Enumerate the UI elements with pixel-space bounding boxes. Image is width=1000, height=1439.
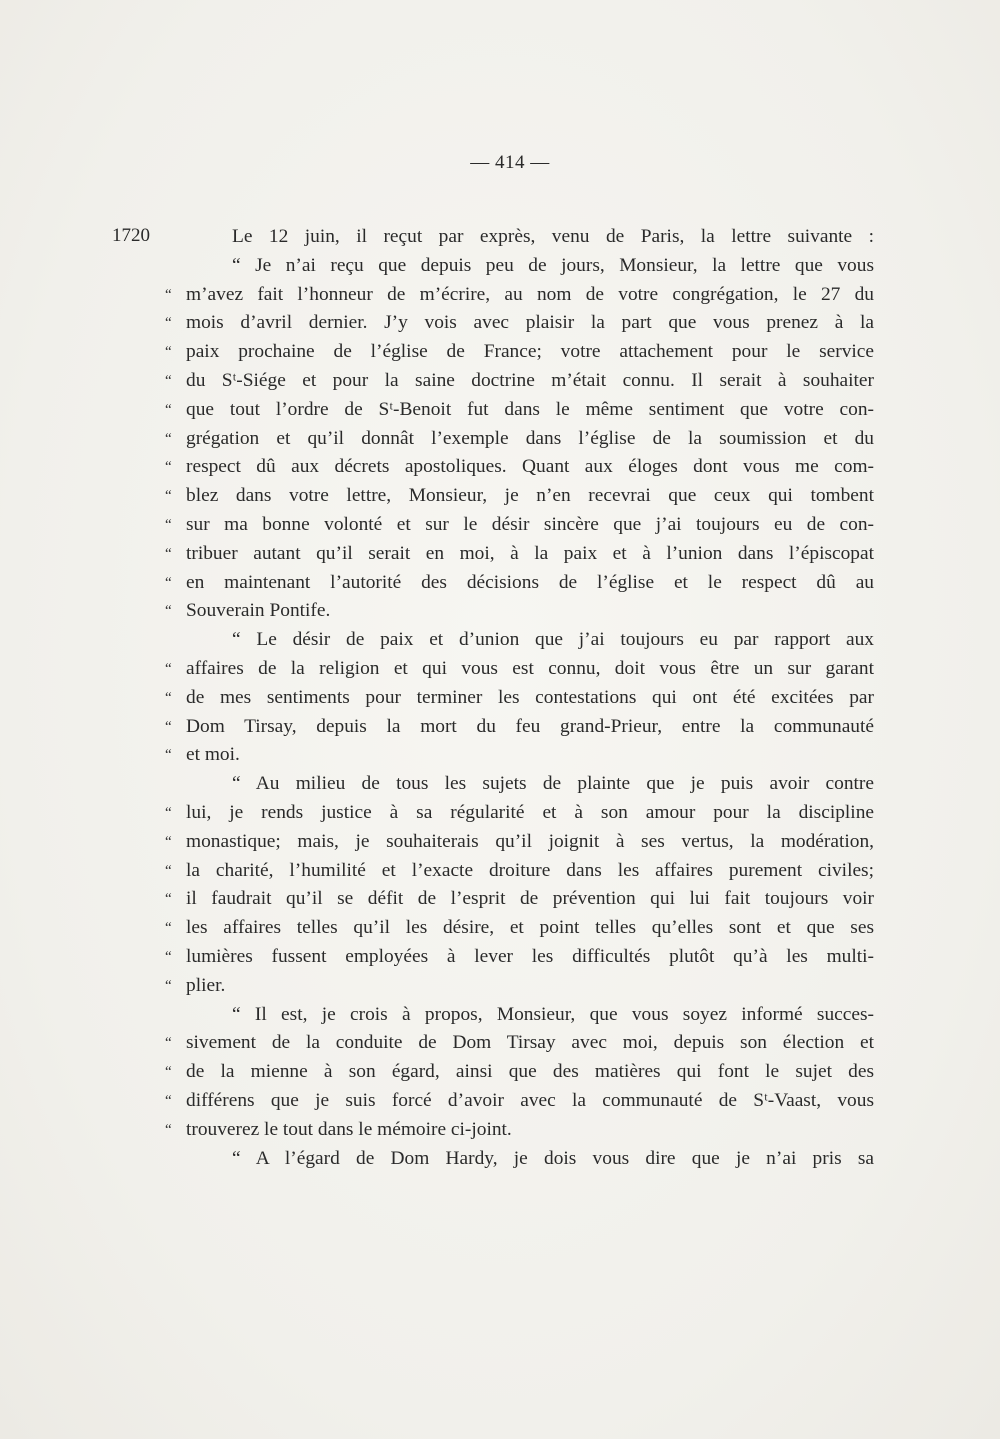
line-text: de la mienne à son égard, ainsi que des matières qui font le sujet des (186, 1061, 874, 1083)
text-line (165, 309, 874, 338)
line-text: “ A l’égard de Dom Hardy, je dois vous dire que je n’ai pris sa (232, 1147, 874, 1169)
continuation-quote-mark: “ (165, 1121, 172, 1138)
line-text: respect dû aux décrets apostoliques. Quant aux éloges dont vous me com- (186, 456, 874, 478)
line-text: blez dans votre lettre, Monsieur, je n’en recevrai que ceux qui tombent (186, 485, 874, 507)
text-line (165, 367, 874, 396)
text-line (165, 338, 874, 367)
continuation-quote-mark: “ (165, 344, 172, 361)
text-line (165, 770, 874, 799)
line-text: “ Il est, je crois à propos, Monsieur, que vous soyez informé succes- (232, 1003, 874, 1025)
text-line (165, 396, 874, 425)
line-text: sivement de la conduite de Dom Tirsay avec moi, depuis son élection et (186, 1032, 874, 1054)
line-text: Souverain Pontife. (186, 600, 331, 622)
continuation-quote-mark: “ (165, 718, 172, 735)
text-line (165, 713, 874, 742)
line-text: plier. (186, 974, 226, 996)
continuation-quote-mark: “ (165, 545, 172, 562)
continuation-quote-mark: “ (165, 372, 172, 389)
line-text: tribuer autant qu’il serait en moi, à la paix et à l’union dans l’épiscopat (186, 542, 874, 564)
text-line (165, 511, 874, 540)
continuation-quote-mark: “ (165, 516, 172, 533)
text-line (165, 655, 874, 684)
line-text: monastique; mais, je souhaiterais qu’il joignit à ses vertus, la modération, (186, 830, 874, 852)
text-line (165, 252, 874, 281)
continuation-quote-mark: “ (165, 948, 172, 965)
line-text: lumières fussent employées à lever les difficultés plutôt qu’à les multi- (186, 945, 874, 967)
continuation-quote-mark: “ (165, 1035, 172, 1052)
text-line (165, 540, 874, 569)
continuation-quote-mark: “ (165, 862, 172, 879)
text-line (165, 914, 874, 943)
text-line (165, 741, 865, 770)
text-line (165, 1058, 874, 1087)
line-text: que tout l’ordre de Sᵗ-Benoit fut dans le même sentiment que votre con- (186, 398, 874, 420)
line-text: en maintenant l’autorité des décisions de l’église et le respect dû au (186, 571, 874, 593)
continuation-quote-mark: “ (165, 488, 172, 505)
text-line (165, 626, 874, 655)
text-line (165, 857, 874, 886)
line-text: “ Au milieu de tous les sujets de plainte que je puis avoir contre (232, 773, 874, 795)
continuation-quote-mark: “ (165, 401, 172, 418)
letter-text-body (165, 223, 874, 1173)
text-line (165, 281, 874, 310)
line-text: m’avez fait l’honneur de m’écrire, au nom de votre congrégation, le 27 du (186, 283, 874, 305)
text-line (165, 1029, 874, 1058)
continuation-quote-mark: “ (165, 891, 172, 908)
text-line (165, 1116, 865, 1145)
text-line (165, 828, 874, 857)
continuation-quote-mark: “ (165, 1092, 172, 1109)
line-text: sur ma bonne volonté et sur le désir sincère que j’ai toujours eu de con- (186, 513, 874, 535)
text-line (165, 799, 874, 828)
text-line (165, 972, 865, 1001)
line-text: mois d’avril dernier. J’y vois avec plaisir la part que vous prenez à la (186, 312, 874, 334)
continuation-quote-mark: “ (165, 920, 172, 937)
text-line (165, 569, 874, 598)
text-line (165, 482, 874, 511)
line-text: il faudrait qu’il se défit de l’esprit de prévention qui lui fait toujours voir (186, 888, 874, 910)
continuation-quote-mark: “ (165, 833, 172, 850)
continuation-quote-mark: “ (165, 804, 172, 821)
continuation-quote-mark: “ (165, 747, 172, 764)
line-text: de mes sentiments pour terminer les contestations qui ont été excitées par (186, 686, 874, 708)
line-text: du Sᵗ-Siége et pour la saine doctrine m’était connu. Il serait à souhaiter (186, 369, 874, 391)
text-line (165, 885, 874, 914)
continuation-quote-mark: “ (165, 603, 172, 620)
margin-year-note: 1720 (112, 225, 150, 246)
line-text: “ Je n’ai reçu que depuis peu de jours, Monsieur, la lettre que vous (232, 254, 874, 276)
text-line (165, 425, 874, 454)
text-line (165, 597, 865, 626)
continuation-quote-mark: “ (165, 689, 172, 706)
continuation-quote-mark: “ (165, 1064, 172, 1081)
continuation-quote-mark: “ (165, 430, 172, 447)
text-line (165, 453, 874, 482)
line-text: et moi. (186, 744, 240, 766)
line-text: paix prochaine de l’église de France; votre attachement pour le service (186, 341, 874, 363)
continuation-quote-mark: “ (165, 286, 172, 303)
line-text: “ Le désir de paix et d’union que j’ai toujours eu par rapport aux (232, 629, 874, 651)
line-text: affaires de la religion et qui vous est connu, doit vous être un sur garant (186, 657, 874, 679)
line-text: grégation et qu’il donnât l’exemple dans l’église de la soumission et du (186, 427, 874, 449)
line-text: trouverez le tout dans le mémoire ci-joint. (186, 1118, 512, 1140)
text-line (165, 684, 874, 713)
continuation-quote-mark: “ (165, 315, 172, 332)
text-line (165, 943, 874, 972)
line-text: Le 12 juin, il reçut par exprès, venu de Paris, la lettre suivante : (232, 226, 874, 247)
line-text: différens que je suis forcé d’avoir avec la communauté de Sᵗ-Vaast, vous (186, 1089, 874, 1111)
text-line (165, 1087, 874, 1116)
line-text: Dom Tirsay, depuis la mort du feu grand-Prieur, entre la communauté (186, 715, 874, 737)
continuation-quote-mark: “ (165, 660, 172, 677)
line-text: lui, je rends justice à sa régularité et à son amour pour la discipline (186, 801, 874, 823)
text-line (165, 1145, 874, 1174)
continuation-quote-mark: “ (165, 574, 172, 591)
continuation-quote-mark: “ (165, 459, 172, 476)
line-text: la charité, l’humilité et l’exacte droiture dans les affaires purement civiles; (186, 859, 874, 881)
page-number: — 414 — (470, 152, 550, 173)
line-text: les affaires telles qu’il les désire, et point telles qu’elles sont et que ses (186, 917, 874, 939)
text-line (165, 223, 874, 252)
text-line (165, 1001, 874, 1030)
continuation-quote-mark: “ (165, 977, 172, 994)
